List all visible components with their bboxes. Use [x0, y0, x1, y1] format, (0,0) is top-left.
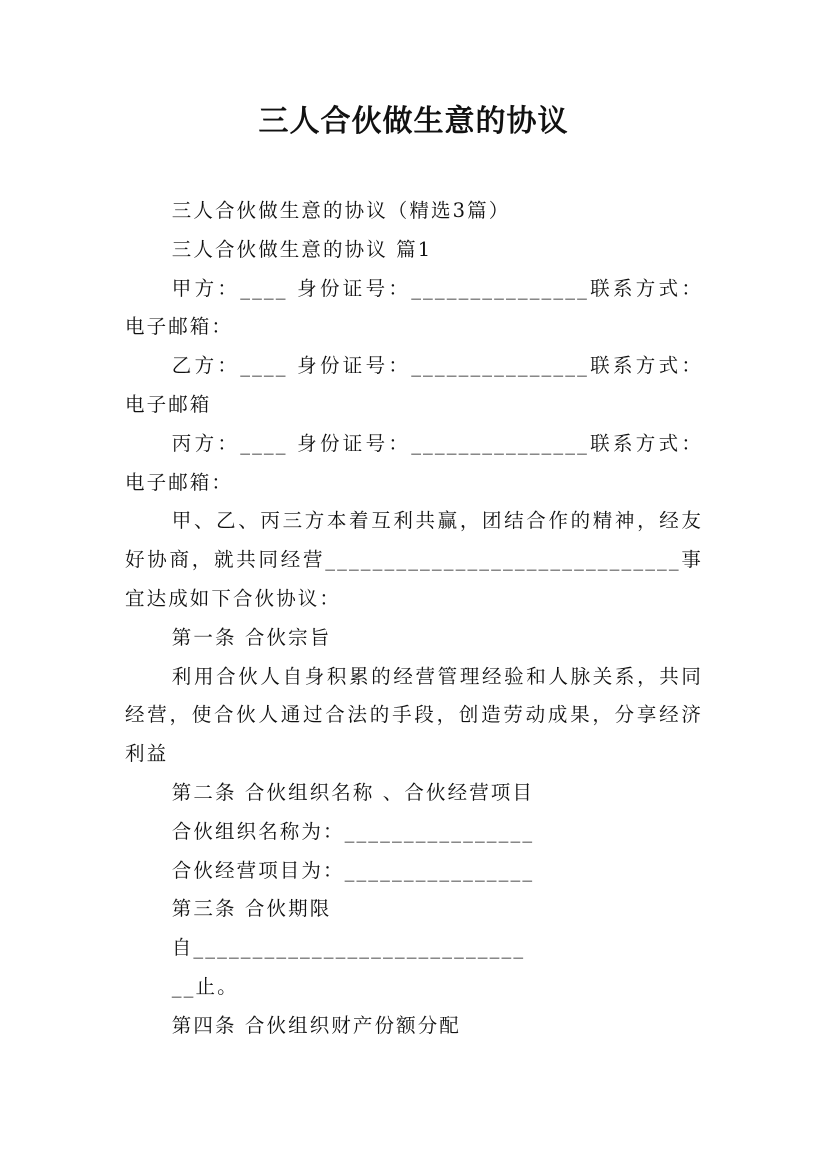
paragraph-party-c: 丙方：____ 身份证号：_______________联系方式： 电子邮箱： — [125, 431, 703, 494]
document-body — [125, 192, 703, 1046]
article-3-heading: 第三条 合伙期限 — [171, 897, 332, 921]
article-2-name-line: 合伙组织名称为：________________ — [171, 819, 535, 843]
paragraph-party-a: 甲方：____ 身份证号：_______________联系方式： 电子邮箱： — [125, 276, 703, 339]
article-1-heading: 第一条 合伙宗旨 — [171, 625, 332, 649]
paragraph-party-b: 乙方：____ 身份证号：_______________联系方式： 电子邮箱 — [125, 354, 703, 416]
paragraph-section-heading: 三人合伙做生意的协议 篇1 — [171, 237, 433, 261]
article-2-project-line: 合伙经营项目为：________________ — [171, 858, 535, 882]
article-3-from-line: 自____________________________ — [171, 936, 526, 960]
article-3-until-line: __止。 — [171, 974, 239, 998]
article-4-heading: 第四条 合伙组织财产份额分配 — [171, 1013, 461, 1037]
article-2-heading: 第二条 合伙组织名称 、合伙经营项目 — [171, 780, 534, 804]
paragraph-intro: 三人合伙做生意的协议（精选3篇） — [171, 199, 511, 222]
document-title: 三人合伙做生意的协议 — [258, 104, 569, 139]
paragraph-preamble: 甲、乙、丙三方本着互利共赢，团结合作的精神，经友好协商，就共同经营______________________________事宜达成如下合伙协议： — [125, 509, 703, 610]
article-1-body: 利用合伙人自身积累的经营管理经验和人脉关系，共同经营，使合伙人通过合法的手段，创造劳动成果，分享经济利益 — [125, 664, 703, 766]
